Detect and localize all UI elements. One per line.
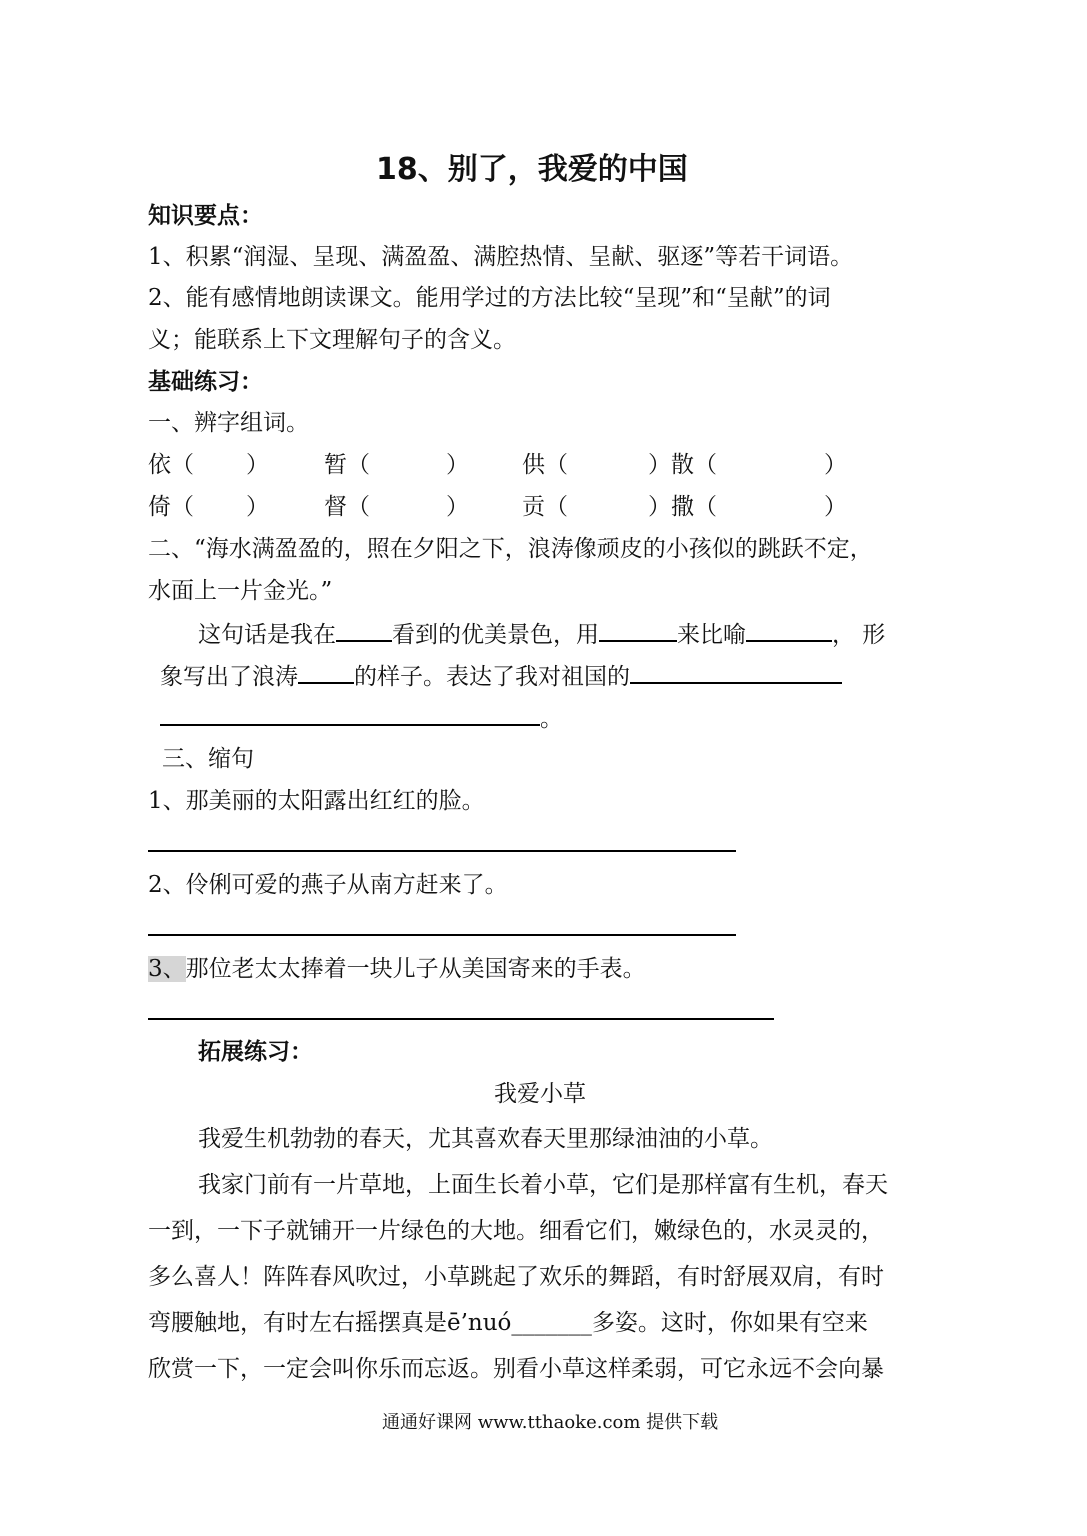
q2-fill-c: 来比喻 [677,622,746,648]
passage-line-4: 弯腰触地，有时左右摇摆真是ē’nuó_______多姿。这时，你如果有空来 [148,1310,868,1336]
q2-fill-line-2 [160,660,842,692]
passage-line-2: 一到，一下子就铺开一片绿色的大地。细看它们，嫩绿色的，水灵灵的， [148,1218,884,1244]
q2-fill-line-3 [160,702,563,734]
q1-row2-cell-4: ） [446,494,469,520]
q1-row2-cell-6: ）撒（ [648,494,717,520]
q1-row1-cell-2: ） [246,452,269,478]
q3-item-2: 2、伶俐可爱的燕子从南方赶来了。 [148,872,508,898]
q3-item-3-text: 那位老太太捧着一块儿子从美国寄来的手表。 [185,956,646,982]
q3-item-3 [148,954,646,984]
passage-line-1: 我家门前有一片草地，上面生长着小草，它们是那样富有生机，春天 [198,1172,888,1198]
extension-heading: 拓展练习： [198,1039,313,1065]
page-footer: 通通好课网 www.tthaoke.com 提供下载 [382,1412,719,1433]
q3-answer-line-3[interactable] [148,1018,774,1020]
q2-fill-d: ， 形 [832,622,886,648]
q3-answer-line-1[interactable] [148,850,736,852]
knowledge-item-2-line-1: 2、能有感情地朗读课文。能用学过的方法比较“呈现”和“呈献”的词 [148,285,831,311]
passage-line-3: 多么喜人！阵阵春风吹过，小草跳起了欢乐的舞蹈，有时舒展双肩，有时 [148,1264,884,1290]
page-title: 18、别了，我爱的中国 [376,152,688,187]
q3-answer-line-2[interactable] [148,934,736,936]
q1-row2-cell-5: 贡（ [522,494,568,520]
q2-blank-3[interactable] [746,618,832,642]
basic-heading: 基础练习： [148,369,263,395]
q1-row2-cell-1: 倚（ [148,494,194,520]
q2-line-2: 水面上一片金光。” [148,578,333,604]
q2-fill-line-1 [198,618,885,650]
q1-row2-cell-3: 督（ [324,494,370,520]
q1-row1-cell-5: 供（ [522,452,568,478]
knowledge-heading: 知识要点： [148,203,263,229]
q2-fill-g: 。 [540,706,563,732]
q2-fill-a: 这句话是我在 [198,622,336,648]
knowledge-item-2-line-2: 义；能联系上下文理解句子的含义。 [148,327,516,353]
q2-blank-1[interactable] [336,618,392,642]
q1-title: 一、辨字组词。 [148,410,309,436]
q3-title: 三、缩句 [162,746,254,772]
knowledge-item-1: 1、积累“润湿、呈现、满盈盈、满腔热情、呈献、驱逐”等若干词语。 [148,244,854,270]
passage-title: 我爱小草 [494,1081,586,1107]
q1-row1-cell-1: 依（ [148,452,194,478]
q2-line-1: 二、“海水满盈盈的，照在夕阳之下，浪涛像顽皮的小孩似的跳跃不定， [148,536,873,562]
passage-paragraph-1: 我爱生机勃勃的春天，尤其喜欢春天里那绿油油的小草。 [198,1126,773,1152]
q1-row1-cell-3: 暂（ [324,452,370,478]
q1-row2-cell-7: ） [824,494,847,520]
q2-fill-f: 的样子。表达了我对祖国的 [354,664,630,690]
passage-line-5: 欣赏一下，一定会叫你乐而忘返。别看小草这样柔弱，可它永远不会向暴 [148,1356,884,1382]
q1-row1-cell-6: ）散（ [648,452,717,478]
q2-fill-e: 象写出了浪涛 [160,664,298,690]
q2-blank-2[interactable] [599,618,677,642]
q3-item-3-number: 3、 [148,956,186,982]
q2-blank-4[interactable] [298,660,354,684]
q3-item-1: 1、那美丽的太阳露出红红的脸。 [148,788,485,814]
q1-row1-cell-7: ） [824,452,847,478]
q2-blank-5[interactable] [630,660,842,684]
q2-blank-6[interactable] [160,702,540,726]
q1-row2-cell-2: ） [246,494,269,520]
q2-fill-b: 看到的优美景色，用 [392,622,599,648]
q1-row1-cell-4: ） [446,452,469,478]
